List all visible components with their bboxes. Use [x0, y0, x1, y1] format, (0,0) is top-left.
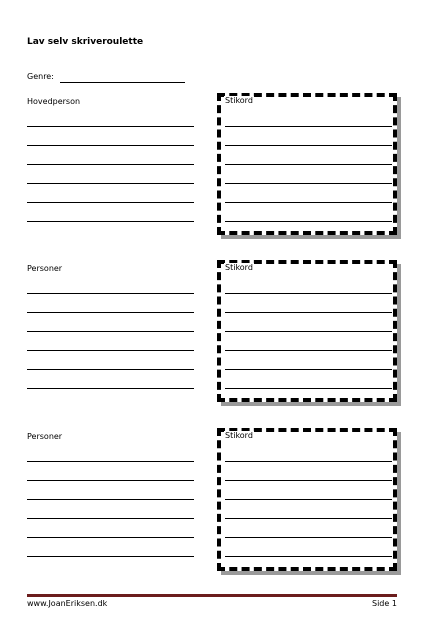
section-3-line[interactable] [27, 480, 194, 481]
section-3-box-line[interactable] [225, 518, 392, 519]
section-1-box-label: Stikord [225, 96, 253, 105]
section-1-line[interactable] [27, 164, 194, 165]
section-2-box-line[interactable] [225, 312, 392, 313]
section-1-line[interactable] [27, 183, 194, 184]
section-3-box-line[interactable] [225, 556, 392, 557]
section-3-label: Personer [27, 432, 63, 441]
section-2-box-line[interactable] [225, 388, 392, 389]
section-1-box-line[interactable] [225, 126, 392, 127]
section-1-line[interactable] [27, 126, 194, 127]
section-3-box-line[interactable] [225, 499, 392, 500]
section-1-box-line[interactable] [225, 221, 392, 222]
section-3-box-line[interactable] [225, 537, 392, 538]
section-2-box-line[interactable] [225, 350, 392, 351]
section-3-line[interactable] [27, 499, 194, 500]
footer-page-number: Side 1 [372, 599, 397, 608]
section-2-box-line[interactable] [225, 369, 392, 370]
section-2-line[interactable] [27, 369, 194, 370]
section-2-line[interactable] [27, 312, 194, 313]
section-2-box-line[interactable] [225, 293, 392, 294]
section-2-line[interactable] [27, 388, 194, 389]
section-1-box-line[interactable] [225, 164, 392, 165]
section-2-label: Personer [27, 264, 63, 273]
footer-website: www.JoanEriksen.dk [27, 599, 108, 608]
section-1-line[interactable] [27, 202, 194, 203]
section-1-label: Hovedperson [27, 97, 81, 106]
section-3-line[interactable] [27, 537, 194, 538]
genre-input-line[interactable] [60, 82, 185, 83]
section-2-box-label: Stikord [225, 263, 253, 272]
section-3-box-line[interactable] [225, 480, 392, 481]
section-2-line[interactable] [27, 331, 194, 332]
section-1-line[interactable] [27, 221, 194, 222]
section-2-line[interactable] [27, 293, 194, 294]
section-3-line[interactable] [27, 461, 194, 462]
section-3-box-label: Stikord [225, 431, 253, 440]
section-3-line[interactable] [27, 518, 194, 519]
section-1-box-line[interactable] [225, 183, 392, 184]
section-3-box-line[interactable] [225, 461, 392, 462]
footer-rule [27, 594, 397, 597]
section-2-line[interactable] [27, 350, 194, 351]
section-3-line[interactable] [27, 556, 194, 557]
section-1-line[interactable] [27, 145, 194, 146]
page-title: Lav selv skriveroulette [27, 37, 144, 47]
section-1-box-line[interactable] [225, 145, 392, 146]
section-1-box-line[interactable] [225, 202, 392, 203]
genre-label: Genre: [27, 72, 54, 81]
section-2-box-line[interactable] [225, 331, 392, 332]
